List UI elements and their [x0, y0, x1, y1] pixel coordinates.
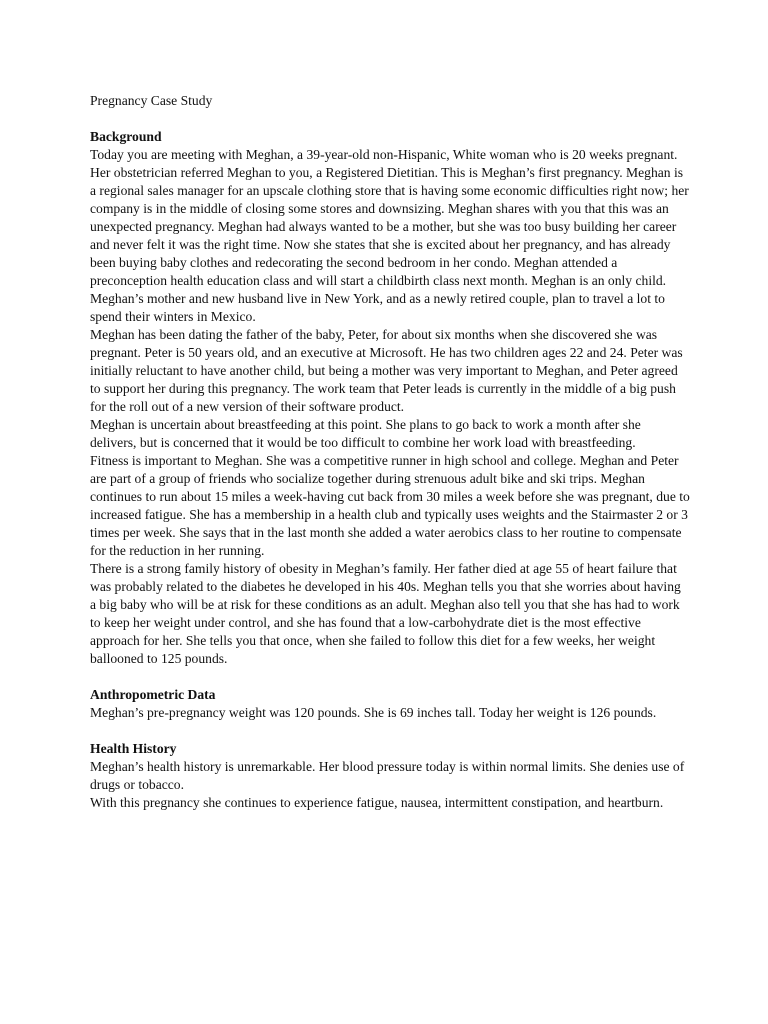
section-heading-health-history: Health History — [90, 741, 177, 756]
paragraph: Fitness is important to Meghan. She was a competitive runner in high school and college. Meghan and Peter are part of a group of friends who socialize together during strenuous adult bike and ski trips. Meghan continues to run about 15 miles a week-having cut back from 30 miles a week before she was pregnant, due to increased fatigue. She has a membership in a health club and typically uses weights and the Stairmaster 2 or 3 times per week. She says that in the last month she added a water aerobics class to her routine to compensate for the reduction in her running. — [90, 453, 690, 558]
document-title: Pregnancy Case Study — [90, 93, 213, 108]
paragraph: There is a strong family history of obesity in Meghan’s family. Her father died at age 55 of heart failure that was probably related to the diabetes he developed in his 40s. Meghan tells you that she worries about having a big baby who will be at risk for these conditions as an adult. Meghan also tell you that she has had to work to keep her weight under control, and she has found that a low-carbohydrate diet is the most effective approach for her. She tells you that once, when she failed to follow this diet for a few weeks, her weight ballooned to 125 pounds. — [90, 561, 681, 666]
paragraph: Meghan’s pre-pregnancy weight was 120 pounds. She is 69 inches tall. Today her weight is 126 pounds. — [90, 705, 657, 720]
section-heading-background: Background — [90, 129, 162, 144]
paragraph: Today you are meeting with Meghan, a 39-year-old non-Hispanic, White woman who is 20 weeks pregnant. Her obstetrician referred Meghan to you, a Registered Dietitian. This is Meghan’s first pregnancy. Meghan is a regional sales manager for an upscale clothing store that is having some economic difficulties right now; her company is in the middle of closing some stores and downsizing. Meghan shares with you that this was an unexpected pregnancy. Meghan had always wanted to be a mother, but she was too busy building her career and never felt it was the right time. Now she states that she is excited about her pregnancy, and has already been buying baby clothes and redecorating the second bedroom in her condo. Meghan attended a preconception health education class and will start a childbirth class next month. Meghan is an only child. Meghan’s mother and new husband live in New York, and as a newly retired couple, plan to travel a lot to spend their winters in Mexico. — [90, 147, 689, 324]
paragraph: Meghan’s health history is unremarkable. Her blood pressure today is within normal limits. She denies use of drugs or tobacco. — [90, 759, 685, 792]
document-page — [90, 92, 690, 812]
paragraph: Meghan is uncertain about breastfeeding at this point. She plans to go back to work a month after she delivers, but is concerned that it would be too difficult to combine her work load with breastfeeding. — [90, 417, 641, 450]
section-health-history — [90, 740, 690, 812]
section-anthropometric-data — [90, 686, 690, 722]
paragraph: Meghan has been dating the father of the baby, Peter, for about six months when she discovered she was pregnant. Peter is 50 years old, and an executive at Microsoft. He has two children ages 22 and 24. Peter was initially reluctant to have another child, but being a mother was very important to Meghan, and Peter agreed to support her during this pregnancy. The work team that Peter leads is currently in the middle of a big push for the roll out of a new version of their software product. — [90, 327, 683, 414]
paragraph: With this pregnancy she continues to experience fatigue, nausea, intermittent constipation, and heartburn. — [90, 795, 664, 810]
section-heading-anthropometric-data: Anthropometric Data — [90, 687, 216, 702]
section-background — [90, 128, 690, 668]
